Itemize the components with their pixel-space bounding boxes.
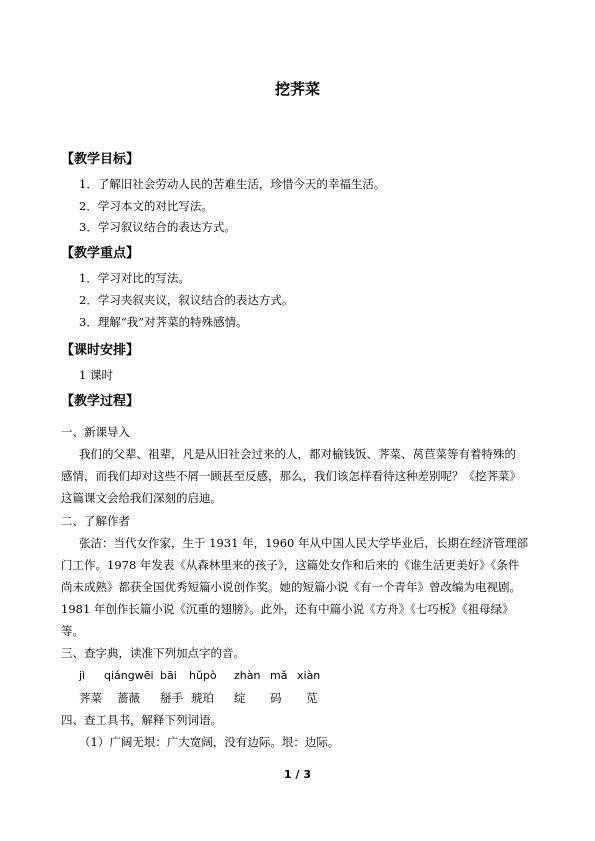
page-number: 1 / 3 <box>284 768 311 781</box>
page-title: 挖荠菜 <box>274 80 320 98</box>
hanzi-2: 蔷薇 <box>117 691 140 705</box>
part1-line-1: 我们的父辈、祖辈，凡是从旧社会过来的人，都对榆钱饭、荠菜、莴苣菜等有着特殊的 <box>79 447 516 461</box>
section-heading-goals: 【教学目标】 <box>61 152 140 167</box>
focus-item-1: 1．学习对比的写法。 <box>79 271 190 285</box>
focus-item-2: 2．学习夹叙夹议，叙议结合的表达方式。 <box>79 293 294 307</box>
hanzi-7: 苋 <box>306 691 318 705</box>
goal-item-3: 3．学习叙议结合的表达方式。 <box>79 220 236 234</box>
section-heading-process: 【教学过程】 <box>61 394 140 409</box>
part2-line-2: 门工作。1978 年发表《从森林里来的孩子》，这篇处女作和后来的《谁生活更美好》《条件 <box>61 558 520 572</box>
hanzi-row <box>0 690 595 705</box>
pinyin-5: zhàn <box>234 669 261 682</box>
hanzi-5: 绽 <box>234 691 246 705</box>
part2-line-5: 等。 <box>61 624 84 638</box>
part2-line-3: 尚未成熟》都获全国优秀短篇小说创作奖。她的短篇小说《有一个青年》曾改编为电视剧。 <box>61 580 521 594</box>
hanzi-6: 码 <box>270 691 282 705</box>
part4-item-1: （1）广阔无垠：广大宽阔，没有边际。垠：边际。 <box>79 735 340 749</box>
hanzi-1: 荠菜 <box>79 691 102 705</box>
pinyin-4: hǔpò <box>189 669 217 682</box>
pinyin-6: mǎ <box>270 669 288 682</box>
part1-line-2: 感情，而我们却对这些不屑一顾甚至反感，那么，我们该怎样看待这种差别呢？《挖荠菜》 <box>61 469 521 483</box>
pinyin-1: jì <box>79 669 86 682</box>
part1-title: 一、新课导入 <box>61 425 130 439</box>
pinyin-2: qiángwēi <box>104 669 154 682</box>
goal-item-1: 1．了解旧社会劳动人民的苦难生活，珍惜今天的幸福生活。 <box>79 177 386 191</box>
part4-title: 四、查工具书，解释下列词语。 <box>61 713 222 727</box>
pinyin-3: bāi <box>160 669 177 682</box>
hanzi-3: 掰手 <box>160 691 183 705</box>
section-heading-schedule: 【课时安排】 <box>61 343 140 358</box>
part2-line-4: 1981 年创作长篇小说《沉重的翅膀》。此外，还有中篇小说《方舟》《七巧板》《祖母绿》 <box>61 602 514 616</box>
focus-item-3: 3．理解“我”对荠菜的特殊感情。 <box>79 315 248 329</box>
pinyin-7: xiàn <box>297 669 321 682</box>
part2-title: 二、了解作者 <box>61 514 130 528</box>
part2-line-1: 张洁：当代女作家，生于 1931 年，1960 年从中国人民大学毕业后，长期在经济管理部 <box>79 536 528 550</box>
pinyin-row <box>0 669 595 684</box>
part3-title: 三、查字典，读准下列加点字的音。 <box>61 646 245 660</box>
schedule-text: 1 课时 <box>79 368 113 382</box>
hanzi-4: 琥珀 <box>191 691 214 705</box>
part1-line-3: 这篇课文会给我们深刻的启迪。 <box>61 491 222 505</box>
goal-item-2: 2．学习本文的对比写法。 <box>79 199 213 213</box>
section-heading-focus: 【教学重点】 <box>61 246 140 261</box>
